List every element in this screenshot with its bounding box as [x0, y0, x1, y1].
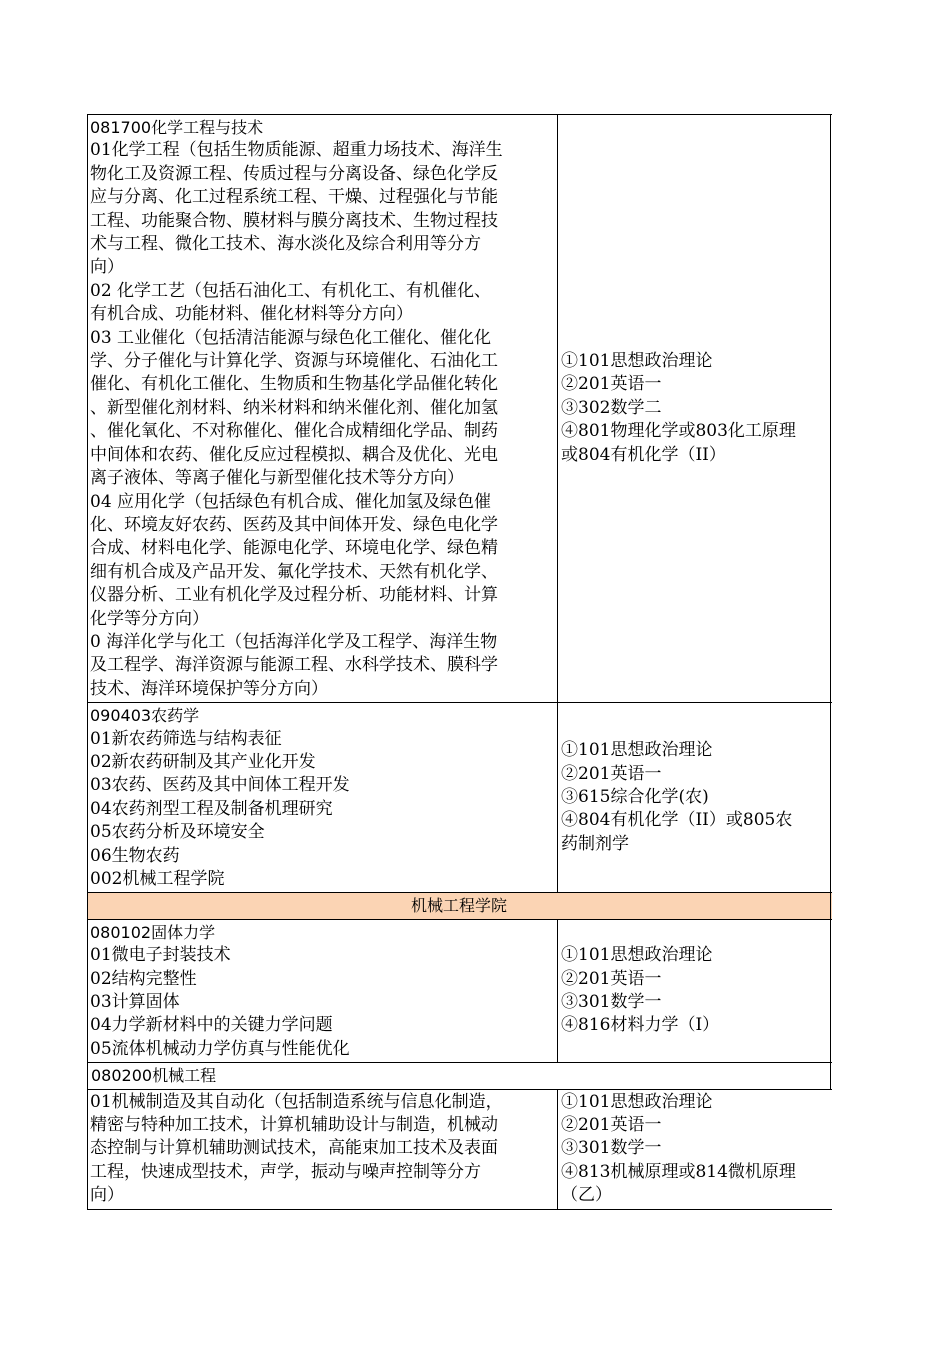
exam-subject: ③301数学一 — [561, 992, 662, 1013]
exam-subject: ④801物理化学或803化工原理 — [561, 421, 796, 442]
direction-line: 0 海洋化学与化工（包括海洋化学及工程学、海洋生物 — [90, 631, 498, 652]
direction-line: 催化、有机化工催化、生物质和生物基化学品催化转化 — [90, 374, 498, 395]
direction-line: 技术、海洋环境保护等分方向） — [90, 678, 328, 699]
direction-line: 精密与特种加工技术，计算机辅助设计与制造，机械动 — [90, 1115, 498, 1136]
direction-line: 02 化学工艺（包括石油化工、有机化工、有机催化、 — [90, 280, 492, 301]
exam-subject: ③302数学二 — [561, 397, 662, 418]
direction-line: 物化工及资源工程、传质过程与分离设备、绿色化学反 — [90, 163, 498, 184]
major-description-cell — [88, 703, 558, 892]
exam-subject: 药制剂学 — [561, 833, 629, 854]
direction-line: 合成、材料电化学、能源电化学、环境电化学、绿色精 — [90, 538, 498, 559]
direction-line: 002机械工程学院 — [90, 869, 225, 889]
direction-line: 02结构完整性 — [90, 968, 197, 989]
direction-line: 态控制与计算机辅助测试技术，高能束加工技术及表面 — [90, 1138, 498, 1159]
major-description-cell — [88, 1090, 558, 1209]
exam-subjects-cell — [558, 1090, 831, 1209]
exam-subject: ④813机械原理或814微机原理 — [561, 1161, 796, 1182]
direction-line: 中间体和农药、催化反应过程模拟、耦合及优化、光电 — [90, 444, 498, 465]
exam-subject: 或804有机化学（II） — [561, 444, 726, 465]
direction-line: 01新农药筛选与结构表征 — [90, 728, 282, 749]
table-row — [88, 115, 832, 703]
direction-line: 01化学工程（包括生物质能源、超重力场技术、海洋生 — [90, 140, 503, 161]
exam-subject: ②201英语一 — [561, 968, 662, 989]
college-header: 机械工程学院 — [88, 893, 831, 918]
exam-subjects-cell — [558, 703, 831, 892]
direction-line: 、新型催化剂材料、纳米材料和纳米催化剂、催化加氢 — [90, 397, 498, 418]
exam-subjects-cell — [558, 115, 831, 702]
exam-subject: （乙） — [561, 1185, 612, 1206]
exam-subject: ②201英语一 — [561, 763, 662, 784]
direction-line: 有机合成、功能材料、催化材料等分方向） — [90, 304, 413, 325]
exam-subject: ②201英语一 — [561, 374, 662, 395]
exam-subject: ①101思想政治理论 — [561, 740, 713, 761]
exam-subject: ①101思想政治理论 — [561, 1091, 713, 1112]
exam-subjects-cell — [558, 920, 831, 1062]
major-code-title: 080102固体力学 — [90, 922, 216, 942]
direction-line: 离子液体、等离子催化与新型催化技术等分方向） — [90, 468, 464, 489]
direction-line: 化、环境友好农药、医药及其中间体开发、绿色电化学 — [90, 514, 498, 535]
exam-subject: ①101思想政治理论 — [561, 351, 713, 372]
college-header-row — [88, 893, 832, 919]
direction-line: 04农药剂型工程及制备机理研究 — [90, 798, 333, 819]
exam-subject: ④804有机化学（II）或805农 — [561, 810, 793, 831]
table-row — [88, 1090, 832, 1210]
exam-subject: ③615综合化学(农) — [561, 787, 709, 808]
major-code-title: 081700化学工程与技术 — [90, 118, 264, 137]
direction-line: 应与分离、化工过程系统工程、干燥、过程强化与节能 — [90, 187, 498, 208]
direction-line: 01微电子封装技术 — [90, 945, 231, 966]
exam-subject: ③301数学一 — [561, 1138, 662, 1159]
direction-line: 仪器分析、工业有机化学及过程分析、功能材料、计算 — [90, 585, 498, 606]
exam-subject: ②201英语一 — [561, 1115, 662, 1136]
direction-line: 04力学新材料中的关键力学问题 — [90, 1015, 333, 1036]
exam-subject: ④816材料力学（I） — [561, 1015, 720, 1036]
admissions-table — [87, 114, 832, 1210]
direction-line: 03计算固体 — [90, 992, 180, 1013]
direction-line: 06生物农药 — [90, 845, 180, 866]
table-row — [88, 1063, 832, 1089]
direction-line: 化学等分方向） — [90, 608, 209, 629]
table-row — [88, 920, 832, 1063]
major-code-title: 090403农药学 — [90, 706, 200, 726]
direction-line: 05农药分析及环境安全 — [90, 822, 265, 843]
major-description-cell — [88, 920, 558, 1062]
direction-line: 04 应用化学（包括绿色有机合成、催化加氢及绿色催 — [90, 491, 492, 512]
direction-line: 向） — [90, 1185, 124, 1206]
direction-line: 细有机合成及产品开发、氟化学技术、天然有机化学、 — [90, 561, 498, 582]
major-description-cell — [88, 115, 558, 702]
direction-line: 工程、功能聚合物、膜材料与膜分离技术、生物过程技 — [90, 210, 498, 231]
direction-line: 01机械制造及其自动化（包括制造系统与信息化制造， — [90, 1091, 503, 1112]
direction-line: 及工程学、海洋资源与能源工程、水科学技术、膜科学 — [90, 655, 498, 676]
table-row — [88, 703, 832, 893]
direction-line: 03农药、医药及其中间体工程开发 — [90, 775, 350, 796]
major-code-title: 080200机械工程 — [88, 1063, 831, 1088]
direction-line: 工程，快速成型技术，声学，振动与噪声控制等分方 — [90, 1161, 481, 1182]
direction-line: 03 工业催化（包括清洁能源与绿色化工催化、催化化 — [90, 327, 492, 348]
direction-line: 术与工程、微化工技术、海水淡化及综合利用等分方 — [90, 234, 481, 255]
direction-line: 学、分子催化与计算化学、资源与环境催化、石油化工 — [90, 351, 498, 372]
direction-line: 向） — [90, 257, 124, 278]
direction-line: 02新农药研制及其产业化开发 — [90, 751, 316, 772]
direction-line: 05流体机械动力学仿真与性能优化 — [90, 1038, 350, 1059]
direction-line: 、催化氧化、不对称催化、催化合成精细化学品、制药 — [90, 421, 498, 442]
exam-subject: ①101思想政治理论 — [561, 945, 713, 966]
